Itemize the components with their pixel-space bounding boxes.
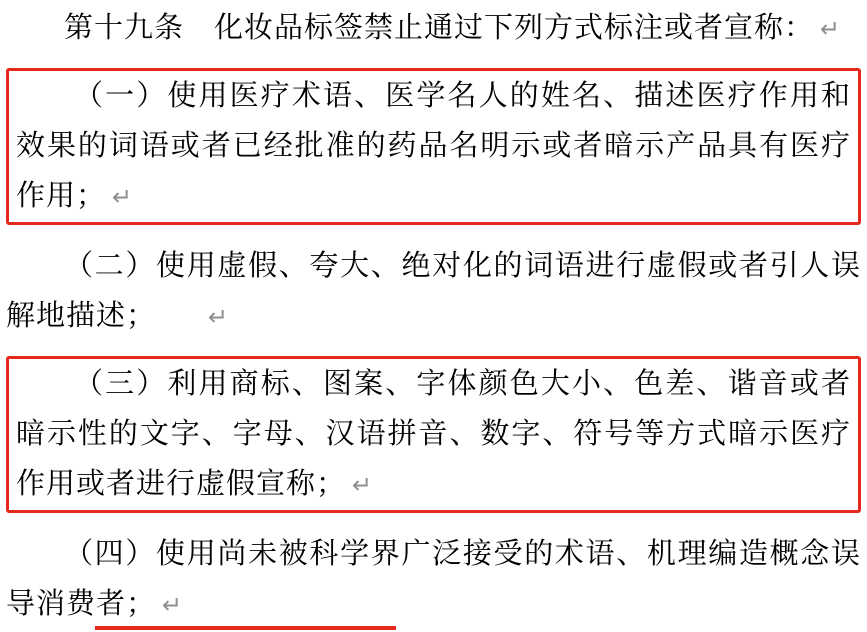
clause-1-text: （一）使用医疗术语、医学名人的姓名、描述医疗作用和效果的词语或者已经批准的药品名明示或者暗示产品具有医疗作用； (16, 80, 851, 212)
red-annotation-line-partial (95, 626, 396, 630)
article-heading-text: 第十九条 化妆品标签禁止通过下列方式标注或者宣称： (64, 12, 815, 44)
clause-4-paragraph (6, 529, 861, 630)
paragraph-return-icon: ↵ (208, 303, 229, 331)
red-annotation-box-clause-3 (6, 356, 861, 513)
clause-4-text: （四）使用尚未被科学界广泛接受的术语、机理编造概念误导消费者； (6, 538, 861, 620)
clause-3-paragraph (16, 359, 851, 510)
clause-2-paragraph (6, 241, 861, 342)
paragraph-return-icon: ↵ (352, 471, 373, 499)
paragraph-return-icon: ↵ (820, 15, 841, 43)
red-annotation-box-clause-1 (6, 68, 861, 225)
paragraph-return-icon: ↵ (162, 591, 183, 619)
clause-2-text: （二）使用虚假、夸大、绝对化的词语进行虚假或者引人误解地描述； (6, 250, 861, 332)
clause-3-text: （三）利用商标、图案、字体颜色大小、色差、谐音或者暗示性的文字、字母、汉语拼音、数字、符号等方式暗示医疗作用或者进行虚假宣称； (16, 368, 851, 500)
clause-1-paragraph (16, 71, 851, 222)
paragraph-return-icon: ↵ (112, 183, 133, 211)
article-heading (6, 3, 861, 54)
